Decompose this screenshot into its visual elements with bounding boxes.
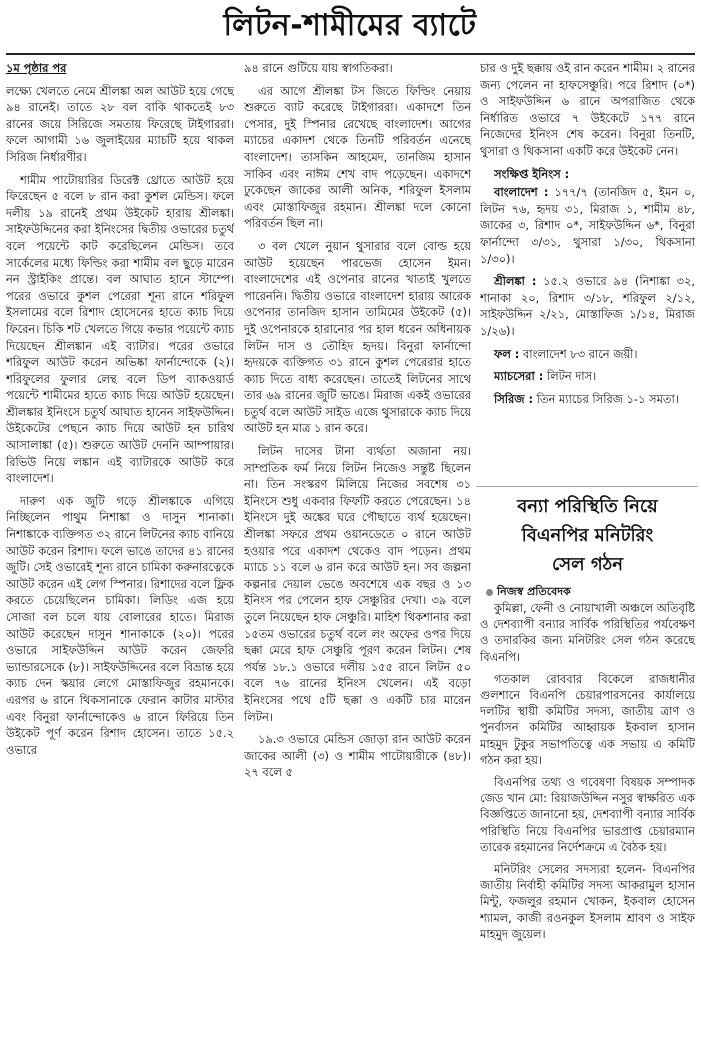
article-paragraph xyxy=(6,60,234,77)
scorecard-title: সংক্ষিপ্ত ইনিংস : xyxy=(494,166,570,181)
article-column-1 xyxy=(6,60,234,1045)
scorecard-line xyxy=(480,368,695,385)
scorecard-text: তিন ম্যাচের সিরিজ ১-১ সমতা। xyxy=(536,391,679,406)
story2-headline-line: সেল গঠন xyxy=(551,554,624,575)
article-paragraph: বিএনপির তথ্য ও গবেষণা বিষয়ক সম্পাদক জেড খান মো: রিয়াজউদ্দিন নসুর স্বাক্ষরিত এক বিজ্ঞপ্তিতে জানানো হয়, দেশব্যাপী বন্যার সার্বিক পরিস্থিতি নিয়ে বিএনপির ভারপ্রাপ্ত চেয়ারম্যান তারেক রহমানের নির্দেশক্রমে এ বৈঠক হয়। xyxy=(480,775,695,854)
scorecard-line xyxy=(480,346,695,363)
story2-headline-line: বিএনপির মনিটরিং xyxy=(521,525,654,546)
scorecard-line xyxy=(480,184,695,267)
scorecard-line xyxy=(480,273,695,339)
article-paragraph: কুমিল্লা, ফেনী ও নোয়াখালী অঞ্চলে অতিবৃষ্টি ও দেশব্যাপী বন্যার সার্বিক পরিস্থিতির পর্যবেক্ষণ ও তদারকির জন্য মনিটরিং সেল গঠন করেছে বিএনপি। xyxy=(480,601,695,664)
article-paragraph: লিটন দাসের টানা ব্যর্থতা অজানা নয়। সাম্প্রতিক ফর্ম নিয়ে লিটন নিজেও সন্তুষ্ট ছিলেন না। তিন সংস্করণ মিলিয়ে নিজের সবশেষ ৩১ ইনিংসে শুধু একবার ফিফটি করতে পেরেছেন। ১৪ ইনিংসে দুই অঙ্কের ঘরে পৌছাতে ব্যর্থ হয়েছেন। শ্রীলঙ্কা সফরে প্রথম ওয়ানডেতে ০ রানে আউট হওয়ার পরে একাদশ থেকেও বাদ পড়েন। প্রথম ম্যাচে ১১ বলে ৬ রান করে আউট হন। সব জল্পনা কল্পনার দেয়াল ভেঙে অবশেষে এক বছর ও ১৩ ইনিংস পর পেলেন হাফ সেঞ্চুরির দেখা। ৩৯ বলে তুলে নিয়েছেন হাফ সেঞ্চুরি। মাহিশ থিকশানার করা ১৫তম ওভারের চতুর্থ বলে লং অফের ওপর দিয়ে ছক্কা মেরে হাফ সেঞ্চুরি পূরণ করেন লিটন। শেষ পর্যন্ত ১৮.১ ওভারে দলীয় ১৫৫ রানে লিটন ৫০ বলে ৭৬ রানের ইনিংস খেলেন। এই বড়ো ইনিংসের পথে ৫টি ছক্কা ও একটি চার মারেন লিটন। xyxy=(244,444,471,724)
article-paragraph: এর আগে শ্রীলঙ্কা টস জিতে ফিল্ডিং নেয়ায় শুরুতে ব্যাট করেছে টাইগাররা। একাদশে তিন পেসার, দুই স্পিনার রেখেছে বাংলাদেশ। আগের ম্যাচের একাদশ থেকে তিনটি পরিবর্তন এনেছে বাংলাদেশ। তাসকিন আহমেদ, তানজিম হাসান সাকিব এবং নাঈম শেখ বাদ পড়েছেন। একাদশে ঢুকেছেন জাকের আলী অনিক, শরিফুল ইসলাম এবং মোস্তাফিজুর রহমান। শ্রীলঙ্কা দলে কোনো পরিবর্তন ছিল না। xyxy=(244,83,471,231)
reporter-byline xyxy=(486,584,696,599)
bullet-icon xyxy=(486,589,493,596)
scorecard-text: বাংলাদেশ ৮৩ রানে জয়ী। xyxy=(522,346,638,361)
article-column-3 xyxy=(480,60,695,482)
scorecard-text: লিটন দাস। xyxy=(546,369,597,384)
article-paragraph: মনিটরিং সেলের সদস্যরা হলেন- বিএনপির জাতীয় নির্বাহী কমিটির সদস্য আকরামুল হাসান মিন্টু, ফজলুর রহমান খোকন, ইকবাল হোসেন শ্যামল, কাজী রওনকুল ইসলাম শ্রাবণ ও সাইফ মাহমুদ জুয়েল। xyxy=(480,862,695,941)
reporter-name: নিজস্ব প্রতিবেদক xyxy=(497,585,571,598)
article-paragraph: চার ও দুই ছক্কায় ওই রান করেন শামীম। ২ রানের জন্য পেলেন না হাফসেঞ্চুরি। পরে রিশাদ (০*) ও সাইফউদ্দিন ৬ রানে অপরাজিত থেকে নির্ধারিত ওভারে ৭ উইকেটে ১৭৭ রানে নিজেদের ইনিংস শেষ করেন। বিনুরা তিনটি, থুসারা ও থিকসানা একটি করে উইকেট নেন। xyxy=(480,61,695,158)
scorecard-label: শ্রীলঙ্কা : xyxy=(494,274,537,289)
scorecard-label: বাংলাদেশ : xyxy=(494,185,549,200)
scorecard-line xyxy=(480,391,695,408)
scorecard-block xyxy=(480,166,695,408)
scorecard-text: ১৫.২ ওভারে ৯৪ (নিশাঙ্কা ৩২, শানাকা ২০, রিশাদ ৩/১৮, শরিফুল ২/১২, সাইফউদ্দিন ২/২১, মোস্তাফিজ ১/১৪, মিরাজ ১/২৬)। xyxy=(480,274,695,338)
article-paragraph: দারুণ এক জুটি গড়ে শ্রীলঙ্কাকে এগিয়ে নিচ্ছিলেন পাথুম নিশাঙ্কা ও দাসুন শানাকা। নিশাঙ্কাকে ব্যক্তিগত ৩২ রানে লিটনের ক্যাচ বানিয়ে আউট করেন রিশাদ। ফলে ভাঙে তাদের ৪১ রানের জুটি। সেই ওভারেই শূন্য রানে চামিকা করুনারত্নেকে আউট করেন এই লেগ স্পিনার। রিশাদের বলে ফ্লিক করতে চেয়েছিলেন চামিকা। লিডিং এজ হয়ে সোজা বল চলে যায় বোলারের হাতে। মিরাজ আউট করেছেন দাসুন শানাকাকে (২০)। পরের ওভারে সাইফউদ্দিন আউট করেন জেফরি ভ্যান্ডারসেকে (৮)। সাইফউদ্দিনের বলে বিভ্রান্ত হয়ে ক্যাচ দেন স্কয়ার লেগে মোস্তাফিজুর রহমানকে। এরপর ৬ রানে থিকসানাকে ফেরান কাটার মাস্টার এবং বিনুরা ফার্নান্দোকেও ৬ রানে ফিরিয়ে তিন উইকেট পূর্ণ করেন রিশাদ হোসেন। তাতে ১৫.২ ওভারে xyxy=(6,493,234,757)
article-column-2 xyxy=(244,60,471,1045)
article-paragraph: ১৯.৩ ওভারে মেন্ডিস জোড়া রান আউট করেন জাকের আলী (৩) ও শামীম পাটোয়ারীকে (৪৮)। ২৭ বলে ৫ xyxy=(244,732,471,780)
scorecard-label: ফল : xyxy=(494,346,520,361)
story2-body xyxy=(480,600,695,1045)
scorecard-text: ১৭৭/৭ (তানজিদ ৫, ইমন ০, লিটন ৭৬, হৃদয় ৩১, মিরাজ ১, শামীম ৪৮, জাকের ৩, রিশাদ ০*, সাইফউদ্দিন ৬*, বিনুরা ফার্নান্দো ৩/৩১, থুসারা ১/৩০, থিকসানা ১/৩০)। xyxy=(480,185,695,266)
article-paragraph: গতকাল রোববার বিকেলে রাজধানীর গুলশানে বিএনপি চেয়ারপারসনের কার্যালয়ে দলটির স্থায়ী কমিটির সদস্য, জাতীয় ত্রাণ ও পুনর্বাসন কমিটির আহ্বায়ক ইকবাল হাসান মাহমুদ টুকুর সভাপতিত্বে এক সভায় এ কমিটি গঠন করা হয়। xyxy=(480,671,695,767)
article-paragraph: শামীম পাটোয়ারির ডিরেক্ট থ্রোতে আউট হয়ে ফিরেছেন ৫ বলে ৮ রান করা কুশল মেন্ডিস। ফলে দলীয় ১৯ রানেই প্রথম উইকেট হারায় শ্রীলঙ্কা। সাইফউদ্দিনের করা ইনিংসের দ্বিতীয় ওভারের চতুর্থ বলে পয়েন্টে কাট করেছিলেন মেন্ডিস। তবে সার্কেলের মধ্যে ফিল্ডিং করা শামীম বল ছুড়ে মারেন নন স্ট্রাইকিং প্রান্তে। বল আঘাত হানে স্টাম্পে। পরের ওভারে কুশল পেরেরা শূন্য রানে শরিফুল ইসলামের বলে রিশাদ হোসেনের হাতে ক্যাচ দিয়ে ফিরেন। চিকি শট খেলতে গিয়ে কভার পয়েন্টে ক্যাচ দিয়েছেন শ্রীলঙ্কান এই ব্যাটার। পরের ওভারে শরিফুল আউট করেন অভিষ্কা ফার্নান্দোকে (২)। শরিফুলের ফুলার লেন্থ বলে ডিপ ব্যাকওয়ার্ড পয়েন্টে শামীমের হাতে ক্যাচ দিয়ে আউট হয়েছেন। শ্রীলঙ্কার ইনিংসে চতুর্থ আঘাত হানেন সাইফউদ্দিন। উইকেটের পেছনে ক্যাচ দিয়ে আউট হন চারিথ আসালাঙ্কা (৫)। শুরুতে আউট দেননি আম্পায়ার। রিভিউ নিয়ে লঙ্কান এই ব্যাটারকে আউট করে বাংলাদেশ। xyxy=(6,172,234,486)
story-divider xyxy=(476,486,698,487)
continuation-kicker: ১ম পৃষ্ঠার পর xyxy=(6,61,67,75)
article-paragraph: ৯৪ রানে গুটিয়ে যায় স্বাগতিকরা। xyxy=(244,61,393,75)
article-paragraph: ৩ বল খেলে নুয়ান থুসারার বলে বোল্ড হয়ে আউট হয়েছেন পারভেজ হোসেন ইমন। বাংলাদেশের এই ওপেনার রানের খাতাই খুলতে পারেননি। দ্বিতীয় ওভারে বাংলাদেশ হারায় আরেক ওপেনার তানজিদ হাসান তামিমের উইকেট (৫)। দুই ওপেনারকে হারানোর পর হাল ধরেন অধিনায়ক লিটন দাস ও তৌহিদ হৃদয়। বিনুরা ফার্নান্দো হৃদয়কে ব্যক্তিগত ৩১ রানে কুশল পেরেরার হাতে ক্যাচ দিতে বাধ্য করেছেন। তাতেই লিটনের সাথে তার ৬৯ রানের জুটি ভাঙে। মিরাজ একই ওভারের চতুর্থ বলে আউট সাইড এজে থুসারাকে ক্যাচ দিয়ে আউট হন মাত্র ১ রান করে। xyxy=(244,238,471,436)
headline-rule xyxy=(6,53,695,55)
story2-headline xyxy=(478,492,697,579)
story2-headline-line: বন্যা পরিস্থিতি নিয়ে xyxy=(517,496,658,517)
article-paragraph: লক্ষ্যে খেলতে নেমে শ্রীলঙ্কা অল আউট হয়ে গেছে ৯৪ রানেই। তাতে ২৮ বল বাকি থাকতেই ৮৩ রানের জয়ে সিরিজে সমতায় ফিরেছে টাইগাররা। ফলে আগামী ১৬ জুলাইয়ের ম্যাচটি হয়ে থাকল সিরিজ নির্ধারণীর। xyxy=(6,83,234,164)
story-headline: লিটন-শামীমের ব্যাটে xyxy=(223,8,477,43)
scorecard-label: ম্যাচসেরা : xyxy=(494,369,544,384)
scorecard-label: সিরিজ : xyxy=(494,391,534,406)
